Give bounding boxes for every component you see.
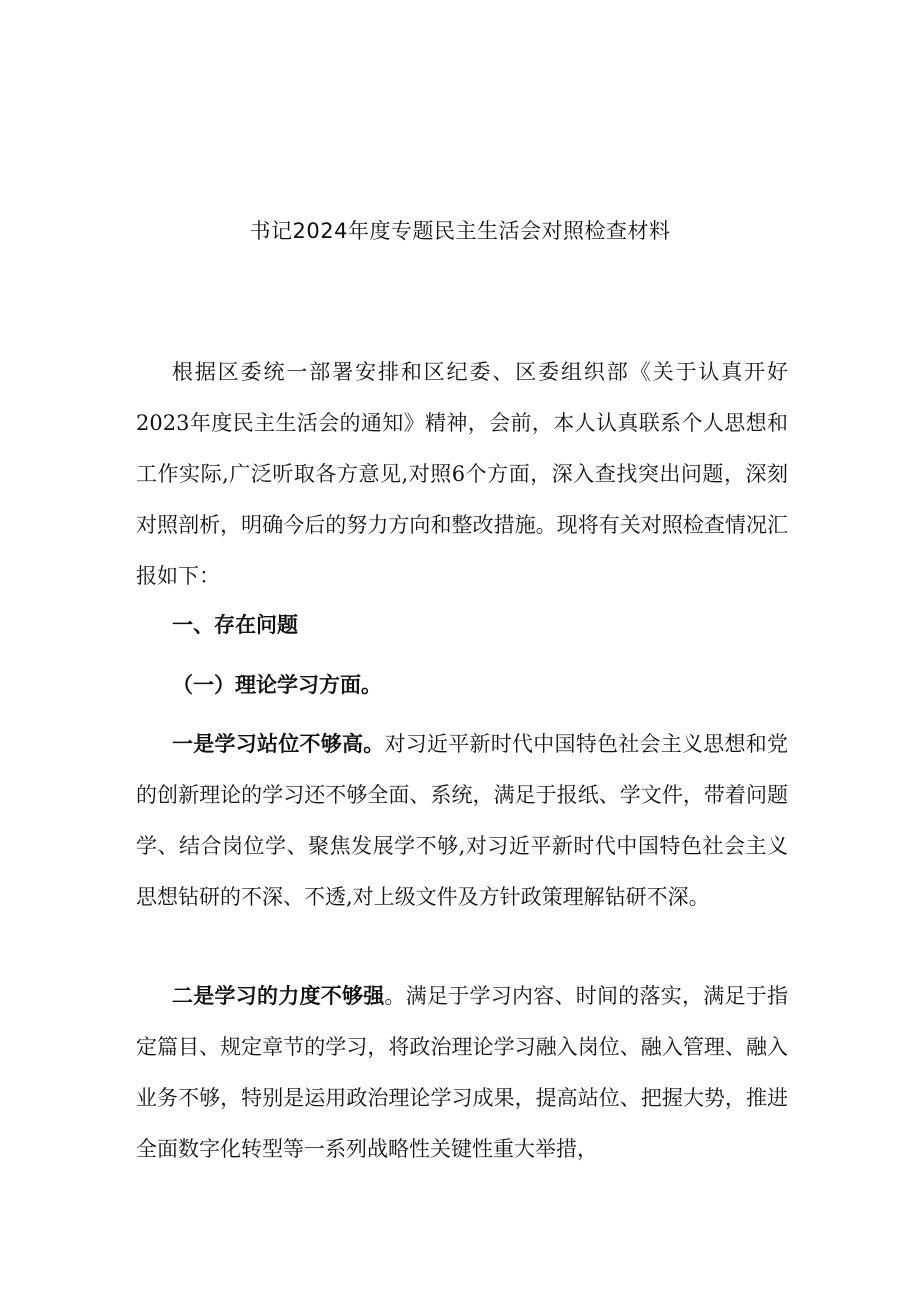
point-2-lead: 二是学习的力度不够强 (172, 984, 385, 1008)
point-paragraph-1 (136, 719, 788, 923)
point-2-text: 。满足于学习内容、时间的落实，满足于指定篇目、规定章节的学习，将政治理论学习融入岗位、融入管理、融入业务不够，特别是运用政治理论学习成果，提高站位、把握大势，推进全面数字化转型等一系列战略性关键性重大举措， (136, 984, 788, 1161)
point-paragraph-2 (136, 971, 788, 1175)
document-title: 书记2024年度专题民主生活会对照检查材料 (249, 219, 671, 243)
point-1-lead: 一是学习站位不够高。 (172, 732, 385, 756)
point-1-text: 对习近平新时代中国特色社会主义思想和党的创新理论的学习还不够全面、系统，满足于报纸、学文件，带着问题学、结合岗位学、聚焦发展学不够,对习近平新时代中国特色社会主义思想钻研的不深、不透,对上级文件及方针政策理解钻研不深。 (136, 732, 788, 909)
subsection-heading-theory-study: （一）理论学习方面。 (172, 673, 382, 697)
section-heading-issues: 一、存在问题 (172, 613, 298, 637)
intro-paragraph: 根据区委统一部署安排和区纪委、区委组织部《关于认真开好2023年度民主生活会的通知》精神，会前，本人认真联系个人思想和工作实际,广泛听取各方意见,对照6个方面，深入查找突出问题，深刻对照剖析，明确今后的努力方向和整改措施。现将有关对照检查情况汇报如下： (136, 360, 788, 588)
